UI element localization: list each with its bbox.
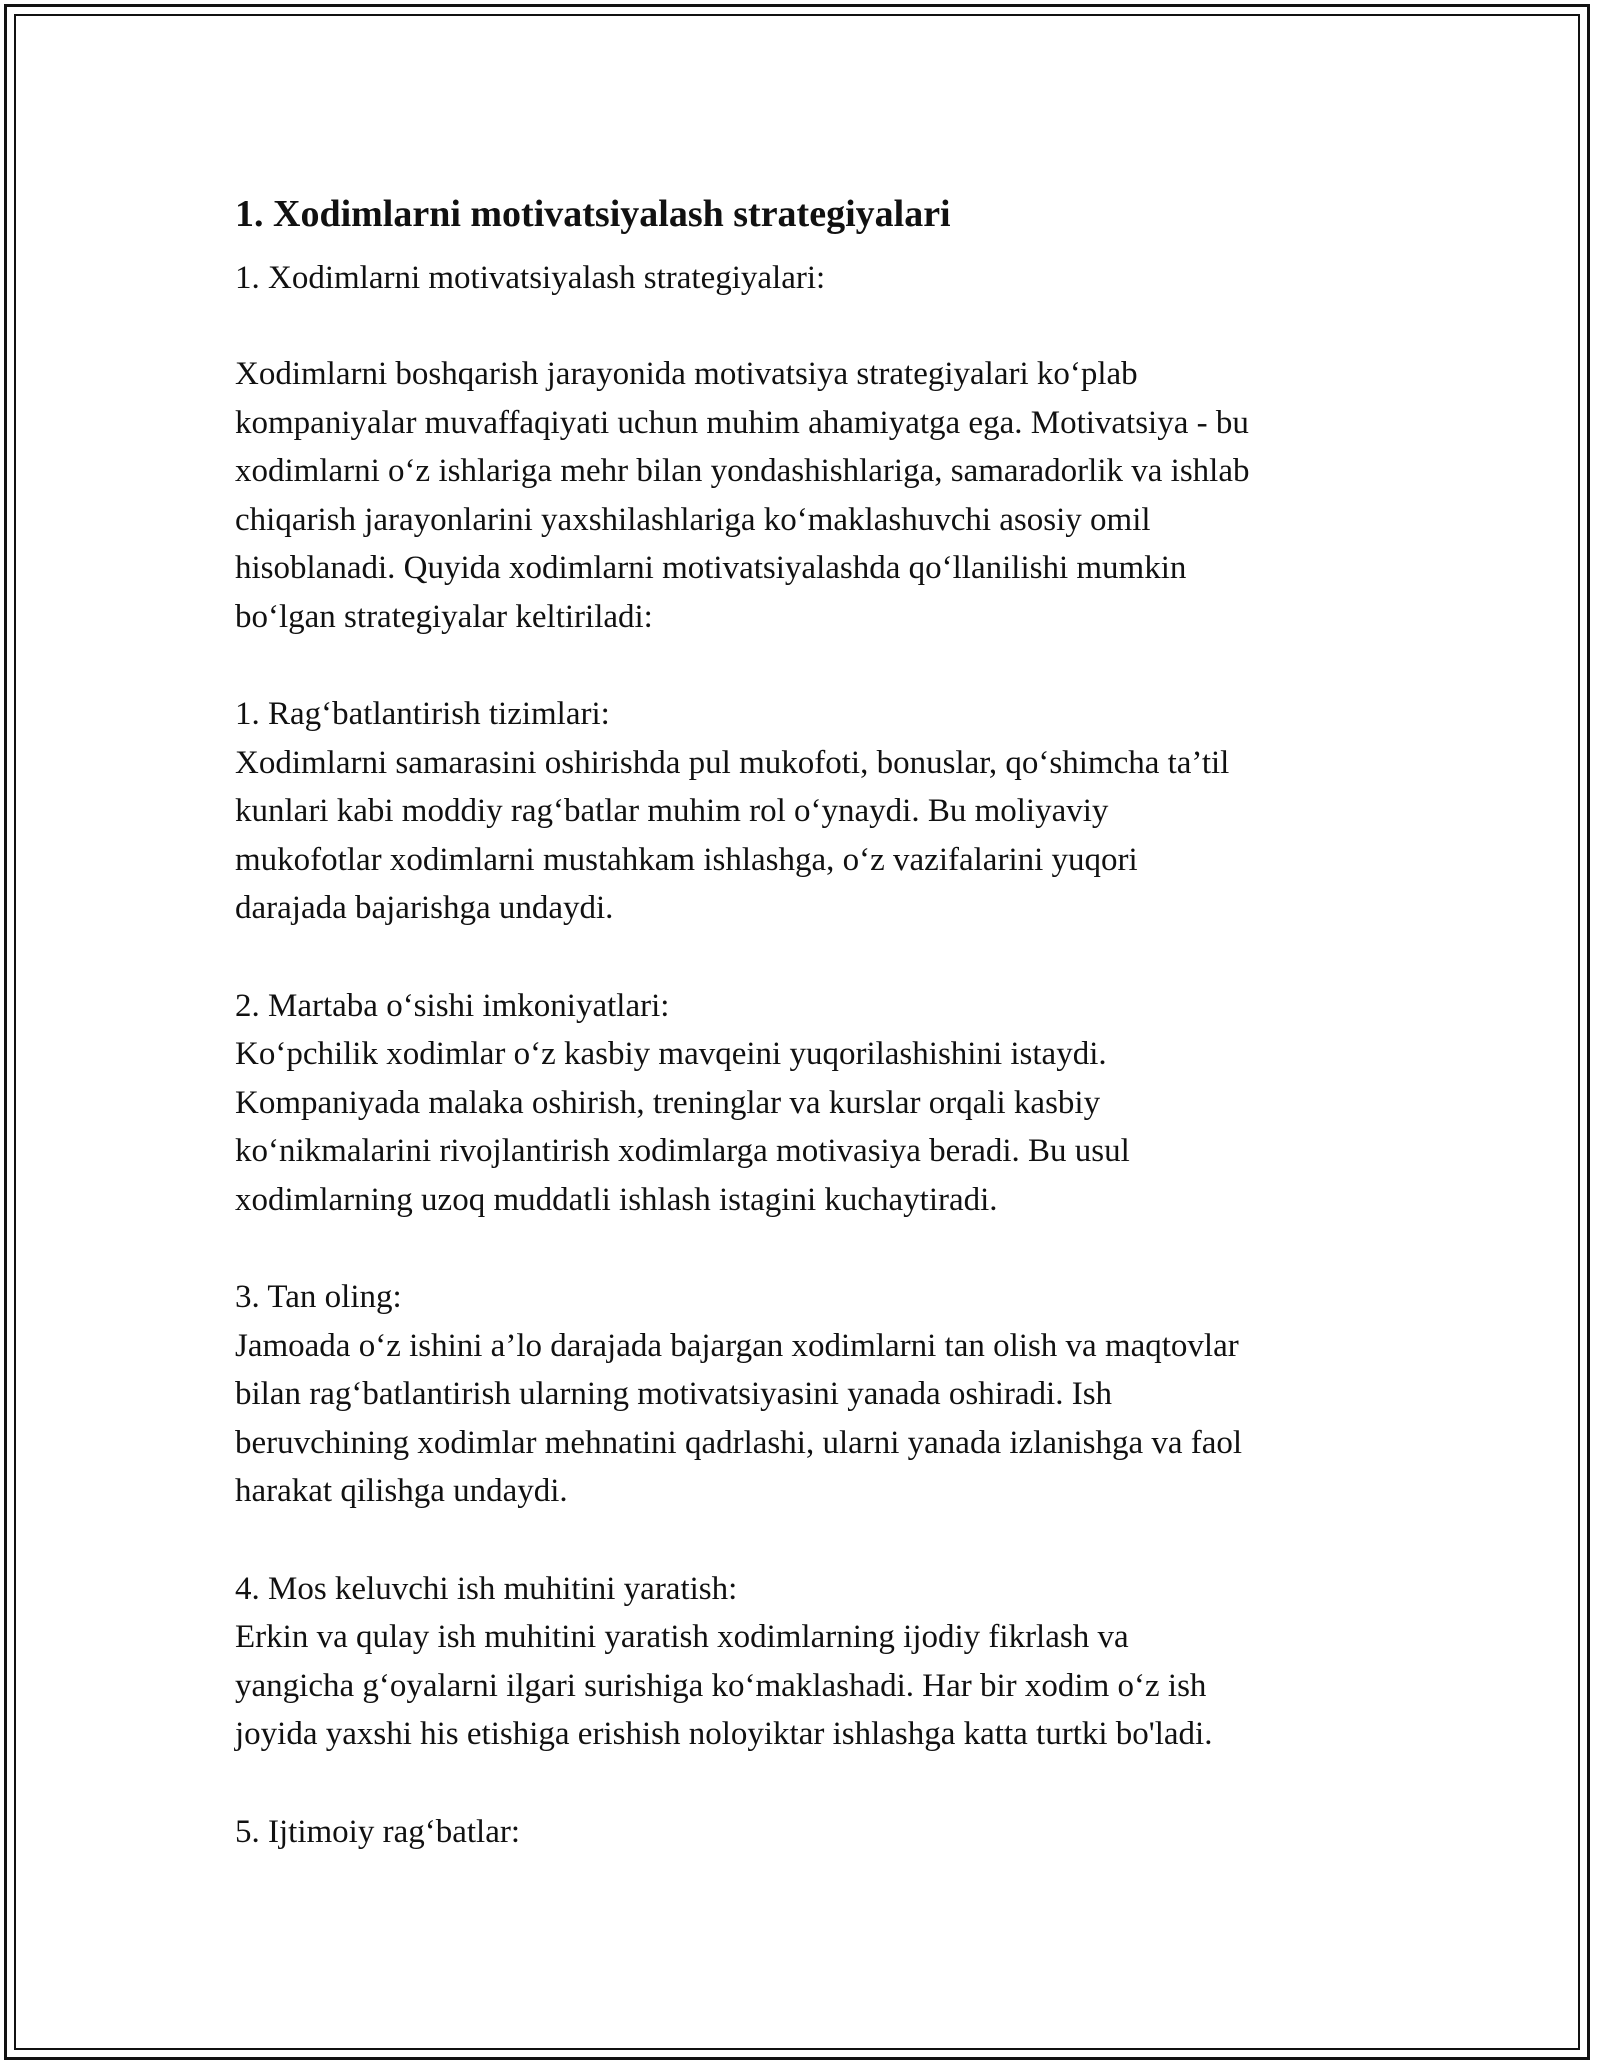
- text-line: mukofotlar xodimlarni mustahkam ishlashga, o‘z vazifalarini yuqori: [235, 841, 1138, 878]
- text-line: chiqarish jarayonlarini yaxshilashlariga ko‘maklashuvchi asosiy omil: [235, 501, 1151, 538]
- strategy-title: 4. Mos keluvchi ish muhitini yaratish:: [235, 1570, 738, 1607]
- text-line: yangicha g‘oyalarni ilgari surishiga ko‘maklashadi. Har bir xodim o‘z ish: [235, 1667, 1207, 1704]
- text-line: Kompaniyada malaka oshirish, treninglar va kurslar orqali kasbiy: [235, 1084, 1101, 1121]
- strategy-title: 1. Rag‘batlantirish tizimlari:: [235, 696, 610, 732]
- text-line: darajada bajarishga undaydi.: [235, 890, 614, 926]
- text-line: xodimlarning uzoq muddatli ishlash istagini kuchaytiradi.: [235, 1181, 998, 1218]
- strategy-section: [235, 1808, 1415, 1857]
- text-line: Xodimlarni samarasini oshirishda pul mukofoti, bonuslar, qo‘shimcha ta’til: [235, 744, 1230, 781]
- text-line: xodimlarni o‘z ishlariga mehr bilan yondashishlariga, samaradorlik va ishlab: [235, 453, 1250, 489]
- text-line: ko‘nikmalarini rivojlantirish xodimlarga motivasiya beradi. Bu usul: [235, 1133, 1130, 1169]
- page-title: 1. Xodimlarni motivatsiyalash strategiyalari: [235, 193, 951, 235]
- text-line: hisoblanadi. Quyida xodimlarni motivatsiyalashda qo‘llanilishi mumkin: [235, 550, 1187, 586]
- strategy-title: 2. Martaba o‘sishi imkoniyatlari:: [235, 987, 670, 1024]
- text-line: Xodimlarni boshqarish jarayonida motivatsiya strategiyalari ko‘plab: [235, 356, 1138, 392]
- text-line: beruvchining xodimlar mehnatini qadrlashi, ularni yanada izlanishga va faol: [235, 1424, 1243, 1461]
- strategy-title: 5. Ijtimoiy rag‘batlar:: [235, 1813, 520, 1850]
- strategy-section: [235, 1565, 1415, 1759]
- strategy-title: 3. Tan oling:: [235, 1279, 402, 1315]
- text-line: kunlari kabi moddiy rag‘batlar muhim rol o‘ynaydi. Bu moliyaviy: [235, 793, 1109, 829]
- strategy-section: [235, 690, 1415, 933]
- text-line: Ko‘pchilik xodimlar o‘z kasbiy mavqeini yuqorilashishini istaydi.: [235, 1036, 1107, 1072]
- intro-paragraph: [235, 350, 1415, 641]
- section-heading: 1. Xodimlarni motivatsiyalash strategiyalari:: [235, 260, 826, 296]
- text-line: bo‘lgan strategiyalar keltiriladi:: [235, 598, 653, 635]
- text-line: kompaniyalar muvaffaqiyati uchun muhim ahamiyatga ega. Motivatsiya - bu: [235, 404, 1249, 441]
- text-line: joyida yaxshi his etishiga erishish noloyiktar ishlashga katta turtki bo'ladi.: [235, 1716, 1213, 1752]
- strategy-section: [235, 1273, 1415, 1516]
- document-body: [235, 184, 1415, 1905]
- strategy-section: [235, 982, 1415, 1225]
- text-line: harakat qilishga undaydi.: [235, 1473, 568, 1509]
- text-line: Erkin va qulay ish muhitini yaratish xodimlarning ijodiy fikrlash va: [235, 1619, 1129, 1655]
- text-line: bilan rag‘batlantirish ularning motivatsiyasini yanada oshiradi. Ish: [235, 1376, 1113, 1412]
- text-line: Jamoada o‘z ishini a’lo darajada bajargan xodimlarni tan olish va maqtovlar: [235, 1327, 1239, 1364]
